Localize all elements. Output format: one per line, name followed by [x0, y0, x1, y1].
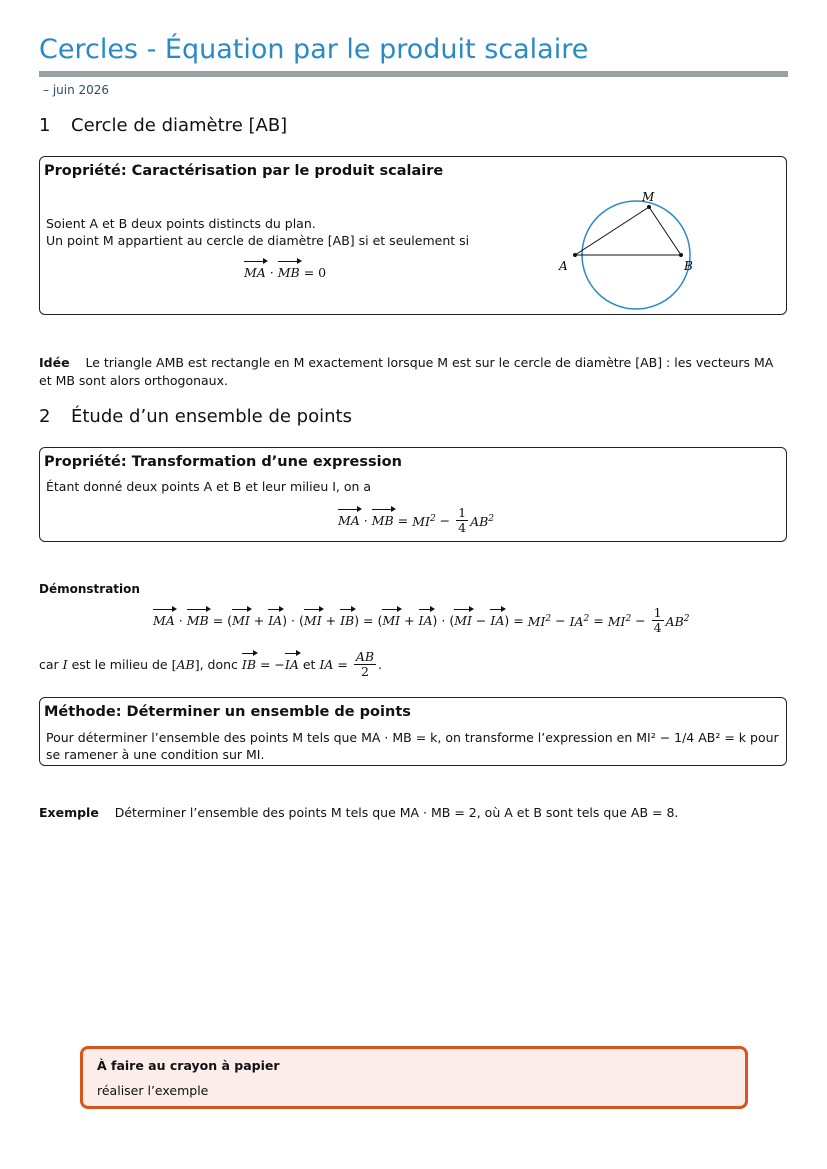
property-2-heading: Propriété: Transformation d’une expression	[44, 454, 402, 470]
property-1-line1: Soient A et B deux points distincts du plan.	[46, 216, 316, 231]
label-B: B	[684, 259, 693, 273]
section-2-title: Étude d’un ensemble de points	[71, 406, 352, 427]
section-1-title: Cercle de diamètre [AB]	[71, 115, 288, 136]
title-rule	[39, 71, 788, 77]
method-heading: Méthode: Déterminer un ensemble de points	[44, 704, 411, 720]
page-title: Cercles - Équation par le produit scalaire	[39, 34, 589, 65]
property-1-heading: Propriété: Caractérisation par le produit scalaire	[44, 163, 444, 179]
todo-title: À faire au crayon à papier	[97, 1058, 280, 1073]
example-paragraph	[39, 804, 678, 821]
idea-label: Idée	[39, 355, 70, 370]
method-text: Pour déterminer l’ensemble des points M tels que MA · MB = k, on transforme l’expression en MI² − 1/4 AB² = k pour se ramener à une condition sur MI.	[46, 730, 779, 762]
property-1-formula: MA · MB = 0	[244, 265, 327, 280]
property-box-2	[39, 447, 787, 542]
demo-formula: MA · MB = ( MI + IA ) · ( MI + IB ) = ( MI + IA ) · ( MI − IA ) = $MI^2$ − $IA^2$ = $MI^2$ − $\frac{1}{4}$ $AB^2$	[153, 605, 690, 635]
property-1-line2: Un point M appartient au cercle de diamètre [AB] si et seulement si	[46, 233, 470, 248]
property-2-formula: MA · MB = $MI^2$ − $\frac{1}{4}$ $AB^2$	[338, 505, 495, 535]
idea-paragraph	[39, 354, 789, 390]
example-label: Exemple	[39, 805, 99, 820]
property-2-text: Étant donné deux points A et B et leur milieu I, on a	[46, 479, 372, 494]
point-B	[679, 253, 683, 257]
section-1-number: 1	[39, 115, 51, 136]
point-M	[647, 205, 651, 209]
example-text: Déterminer l’ensemble des points M tels que MA · MB = 2, où A et B sont tels que AB = 8.	[114, 805, 679, 820]
circle-figure	[556, 185, 716, 310]
demo-label: Démonstration	[39, 582, 140, 596]
todo-box	[80, 1046, 748, 1109]
idea-text: Le triangle AMB est rectangle en M exactement lorsque M est sur le cercle de diamètre [AB] : les vecteurs MA et MB sont alors orthogonaux.	[39, 355, 774, 388]
todo-body: réaliser l’exemple	[97, 1083, 209, 1098]
section-1-heading	[39, 115, 287, 136]
point-A	[573, 253, 577, 257]
method-box	[39, 697, 787, 766]
demo-conclusion: car I est le milieu de [ AB ] , donc IB = − IA et IA = $\frac{AB}{2}$ .	[39, 649, 383, 679]
section-2-heading	[39, 406, 352, 427]
date-line: – juin 2026	[43, 83, 110, 97]
segment-MB	[649, 207, 681, 255]
segment-AM	[575, 207, 649, 255]
label-M: M	[642, 190, 655, 204]
property-box-1	[39, 156, 787, 315]
section-2-number: 2	[39, 406, 51, 427]
label-A: A	[559, 259, 568, 273]
